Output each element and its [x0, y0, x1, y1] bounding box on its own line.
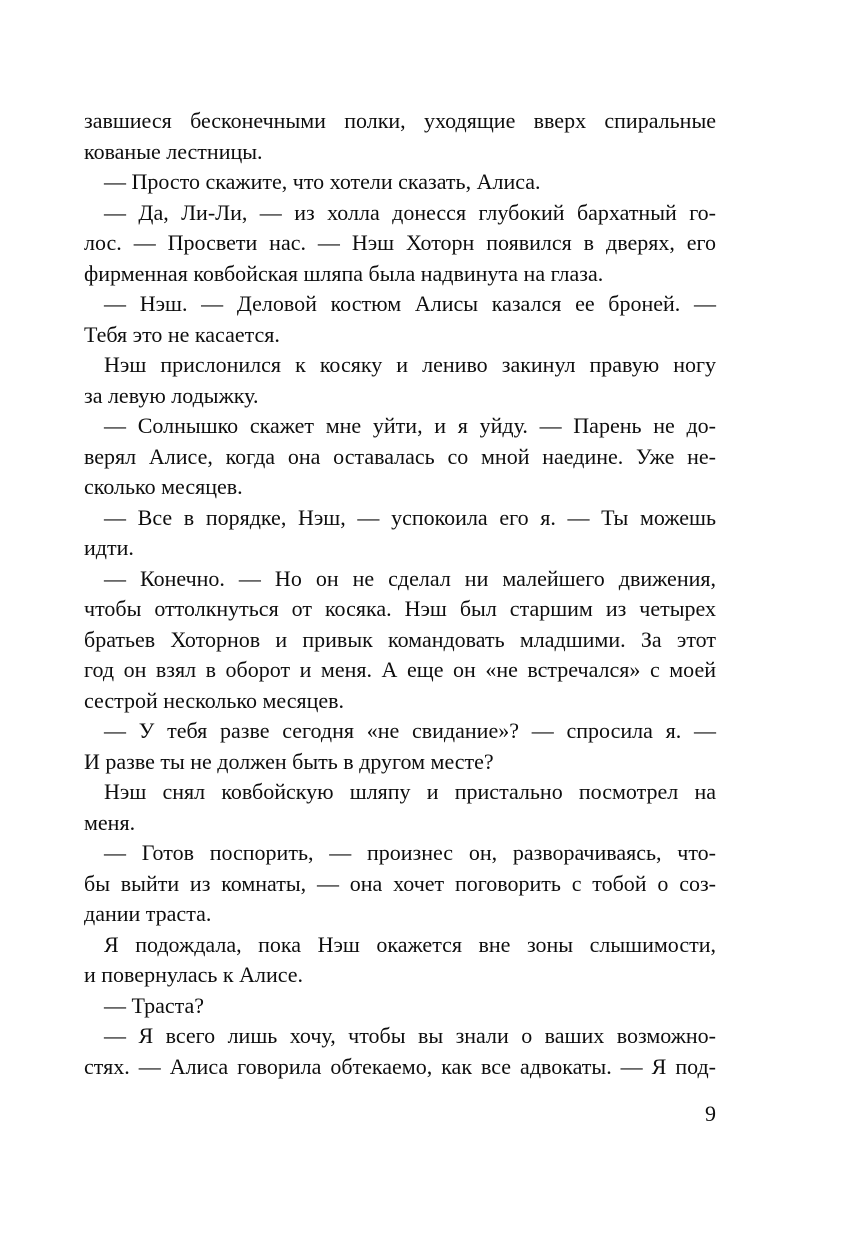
- text-line: — Солнышко скажет мне уйти, и я уйду. — Парень не до-: [104, 413, 716, 438]
- paragraph: [84, 167, 716, 198]
- text-line: — Нэш. — Деловой костюм Алисы казался ее броней. —: [104, 291, 716, 316]
- text-line: — Готов поспорить, — произнес он, разворачиваясь, что-: [104, 840, 716, 865]
- text-line: завшиеся бесконечными полки, уходящие вверх спиральные: [84, 108, 716, 133]
- paragraph: [84, 838, 716, 930]
- text-line: стях. — Алиса говорила обтекаемо, как все адвокаты. — Я под-: [84, 1053, 716, 1079]
- page-text: [84, 106, 716, 1082]
- text-line: год он взял в оборот и меня. А еще он «не встречался» с моей: [84, 657, 716, 682]
- paragraph: [84, 1021, 716, 1082]
- text-line: меня.: [84, 809, 136, 835]
- text-line: сколько месяцев.: [84, 474, 243, 499]
- text-line: — Траста?: [104, 992, 205, 1018]
- text-line: — Все в порядке, Нэш, — успокоила его я. — Ты можешь: [104, 504, 716, 530]
- text-line: чтобы оттолкнуться от косяка. Нэш был старшим из четырех: [84, 596, 716, 621]
- text-line: верял Алисе, когда она оставалась со мной наедине. Уже не-: [84, 443, 716, 469]
- text-line: лос. — Просвети нас. — Нэш Хоторн появился в дверях, его: [84, 230, 716, 255]
- paragraph: [84, 777, 716, 838]
- text-line: Тебя это не касается.: [84, 321, 280, 347]
- text-line: братьев Хоторнов и привык командовать младшими. За этот: [84, 626, 716, 652]
- text-line: — Конечно. — Но он не сделал ни малейшего движения,: [104, 565, 716, 591]
- paragraph: [84, 991, 716, 1022]
- text-line: фирменная ковбойская шляпа была надвинута на глаза.: [84, 260, 604, 286]
- text-line: — У тебя разве сегодня «не свидание»? — спросила я. —: [104, 718, 716, 743]
- text-line: и повернулась к Алисе.: [84, 962, 304, 987]
- paragraph: [84, 106, 716, 167]
- paragraph: [84, 503, 716, 564]
- page-number: 9: [705, 1101, 716, 1126]
- text-line: за левую лодыжку.: [84, 382, 259, 408]
- text-line: кованые лестницы.: [84, 138, 263, 164]
- text-line: бы выйти из комнаты, — она хочет поговорить с тобой о соз-: [84, 870, 716, 896]
- text-line: идти.: [84, 535, 134, 560]
- text-line: Нэш прислонился к косяку и лениво закинул правую ногу: [104, 352, 716, 377]
- text-line: — Я всего лишь хочу, чтобы вы знали о ваших возможно-: [104, 1023, 716, 1048]
- text-line: сестрой несколько месяцев.: [84, 687, 345, 713]
- paragraph: [84, 198, 716, 290]
- paragraph: [84, 930, 716, 991]
- text-line: — Да, Ли-Ли, — из холла донесся глубокий бархатный го-: [104, 199, 716, 225]
- paragraph: [84, 716, 716, 777]
- paragraph: [84, 289, 716, 350]
- paragraph: [84, 564, 716, 717]
- paragraph: [84, 350, 716, 411]
- text-line: — Просто скажите, что хотели сказать, Алиса.: [104, 169, 541, 194]
- text-line: И разве ты не должен быть в другом месте?: [84, 748, 494, 774]
- paragraph: [84, 411, 716, 503]
- text-line: Нэш снял ковбойскую шляпу и пристально посмотрел на: [104, 779, 716, 804]
- text-line: Я подождала, пока Нэш окажется вне зоны слышимости,: [104, 931, 716, 957]
- text-line: дании траста.: [84, 901, 212, 926]
